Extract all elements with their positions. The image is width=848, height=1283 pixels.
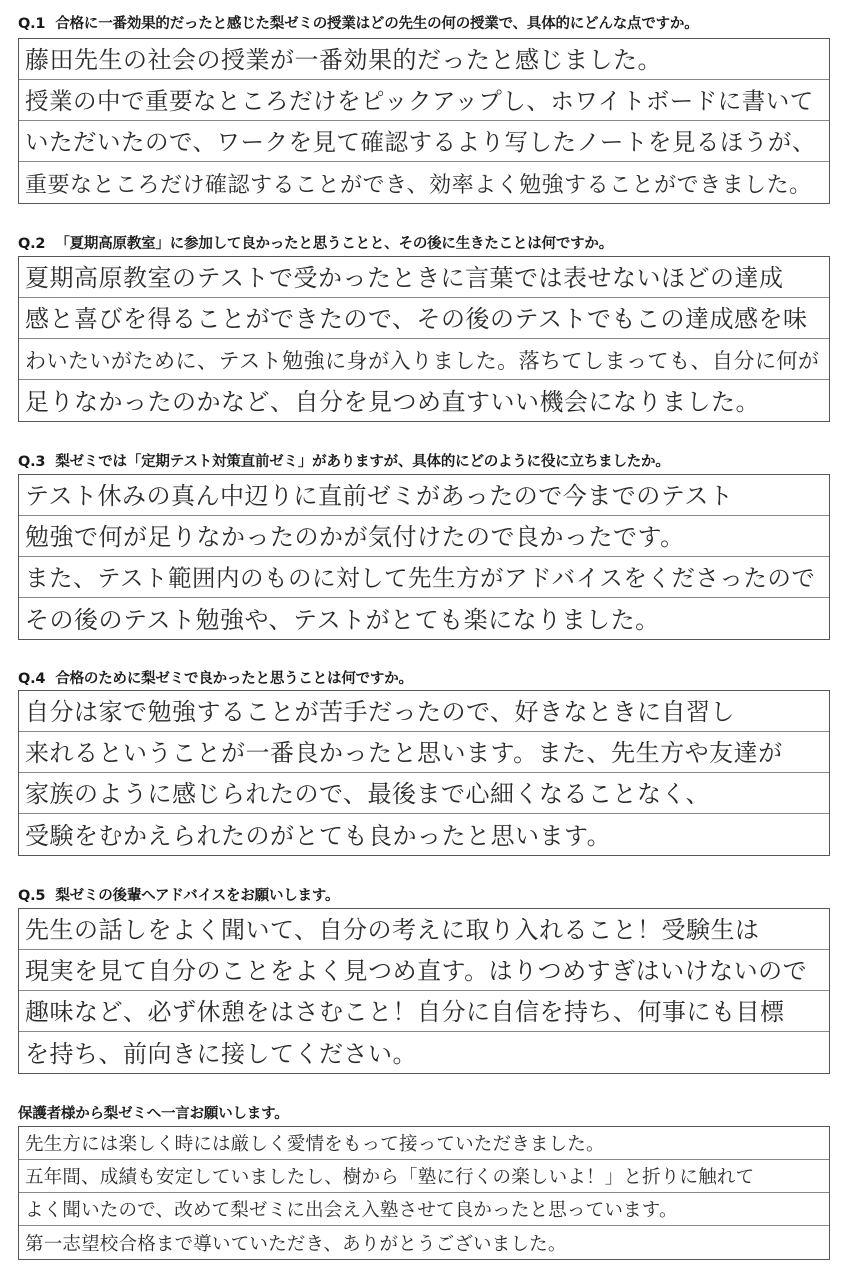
answer-text: 授業の中で重要なところだけをピックアップし、ホワイトボードに書いて xyxy=(25,87,814,115)
question-number: Q.3 xyxy=(18,454,46,470)
answer-text: よく聞いたので、改めて梨ゼミに出会え入塾させて良かったと思っています。 xyxy=(25,1200,678,1221)
answer-line xyxy=(19,1160,829,1193)
answer-text: 先生方には楽しく時には厳しく愛情をもって接っていただきました。 xyxy=(25,1134,605,1155)
answer-text: また、テスト範囲内のものに対して先生方がアドバイスをくださったので xyxy=(25,564,816,592)
answer-text: 夏期高原教室のテストで受かったときに言葉では表せないほどの達成 xyxy=(25,264,784,292)
answer-text: 家族のように感じられたので、最後まで心細くなることなく、 xyxy=(25,780,711,808)
answer-text: 藤田先生の社会の授業が一番効果的だったと感じました。 xyxy=(25,46,662,74)
answer-line xyxy=(19,1127,829,1160)
answer-text: 足りなかったのかなど、自分を見つめ直すいい機会になりました。 xyxy=(25,388,760,416)
question-text: 梨ゼミでは「定期テスト対策直前ゼミ」がありますが、具体的にどのように役に立ちましたか。 xyxy=(55,454,670,470)
parents-answer-box xyxy=(18,1126,830,1260)
answer-text: 自分は家で勉強することが苦手だったので、好きなときに自習し xyxy=(25,698,736,726)
answer-text: 勉強で何が足りなかったのかが気付けたので良かったです。 xyxy=(25,523,685,551)
answer-line xyxy=(19,39,829,80)
answer-text: 重要なところだけ確認することができ、効率よく勉強することができました。 xyxy=(25,173,812,198)
answer-line xyxy=(19,773,829,814)
question-text: 「夏期高原教室」に参加して良かったと思うことと、その後に生きたことは何ですか。 xyxy=(55,236,614,252)
answer-line xyxy=(19,80,829,121)
answer-text: 来れるということが一番良かったと思います。また、先生方や友達が xyxy=(25,739,783,767)
question-text: 合格に一番効果的だったと感じた梨ゼミの授業はどの先生の何の授業で、具体的にどんな点ですか。 xyxy=(55,16,699,32)
question-4-label xyxy=(18,667,413,688)
answer-line xyxy=(19,298,829,339)
answer-box-4 xyxy=(18,690,830,856)
parents-text: 保護者様から梨ゼミへ一言お願いします。 xyxy=(18,1106,289,1122)
answer-line xyxy=(19,814,829,855)
question-number: Q.4 xyxy=(18,671,46,687)
answer-text: 感と喜びを得ることができたので、その後のテストでもこの達成感を味 xyxy=(25,305,808,333)
answer-line xyxy=(19,121,829,162)
question-text: 合格のために梨ゼミで良かったと思うことは何ですか。 xyxy=(55,671,413,687)
answer-line xyxy=(19,475,829,516)
question-5-label xyxy=(18,884,339,905)
answer-text: 趣味など、必ず休憩をはさむこと！自分に自信を持ち、何事にも目標 xyxy=(25,998,785,1026)
question-number: Q.1 xyxy=(18,16,46,32)
answer-line xyxy=(19,950,829,991)
answer-line xyxy=(19,598,829,639)
answer-line xyxy=(19,1193,829,1226)
answer-box-5 xyxy=(18,908,830,1074)
question-text: 梨ゼミの後輩へアドバイスをお願いします。 xyxy=(55,888,340,904)
answer-text: 第一志望校合格まで導いていただき、ありがとうございました。 xyxy=(25,1234,567,1255)
answer-box-3 xyxy=(18,474,830,640)
answer-text: 現実を見て自分のことをよく見つめ直す。はりつめすぎはいけないので xyxy=(25,957,808,985)
answer-box-1 xyxy=(18,38,830,204)
answer-text: いただいたので、ワークを見て確認するより写したノートを見るほうが、 xyxy=(25,128,816,156)
answer-box-2 xyxy=(18,256,830,422)
answer-text: テスト休みの真ん中辺りに直前ゼミがあったので今までのテスト xyxy=(25,482,734,510)
answer-line xyxy=(19,909,829,950)
answer-line xyxy=(19,339,829,380)
answer-text: 先生の話しをよく聞いて、自分の考えに取り入れること！受験生は xyxy=(25,916,760,944)
answer-line xyxy=(19,557,829,598)
answer-line xyxy=(19,162,829,203)
answer-text: 五年間、成績も安定していましたし、樹から「塾に行くの楽しいよ！」と折りに触れて xyxy=(25,1167,755,1188)
question-number: Q.2 xyxy=(18,236,46,252)
answer-text: わいたいがために、テスト勉強に身が入りました。落ちてしまっても、自分に何が xyxy=(25,349,820,373)
answer-line xyxy=(19,380,829,421)
question-3-label xyxy=(18,450,670,471)
question-number: Q.5 xyxy=(18,888,46,904)
answer-line xyxy=(19,691,829,732)
answer-line xyxy=(19,732,829,773)
answer-line xyxy=(19,991,829,1032)
answer-line xyxy=(19,1032,829,1073)
answer-text: 受験をむかえられたのがとても良かったと思います。 xyxy=(25,822,612,850)
question-1-label xyxy=(18,12,699,33)
answer-line xyxy=(19,1226,829,1259)
answer-line xyxy=(19,516,829,557)
answer-text: を持ち、前向きに接してください。 xyxy=(25,1040,417,1068)
answer-line xyxy=(19,257,829,298)
parents-label xyxy=(18,1102,289,1123)
question-2-label xyxy=(18,232,613,253)
answer-text: その後のテスト勉強や、テストがとても楽になりました。 xyxy=(25,606,660,634)
